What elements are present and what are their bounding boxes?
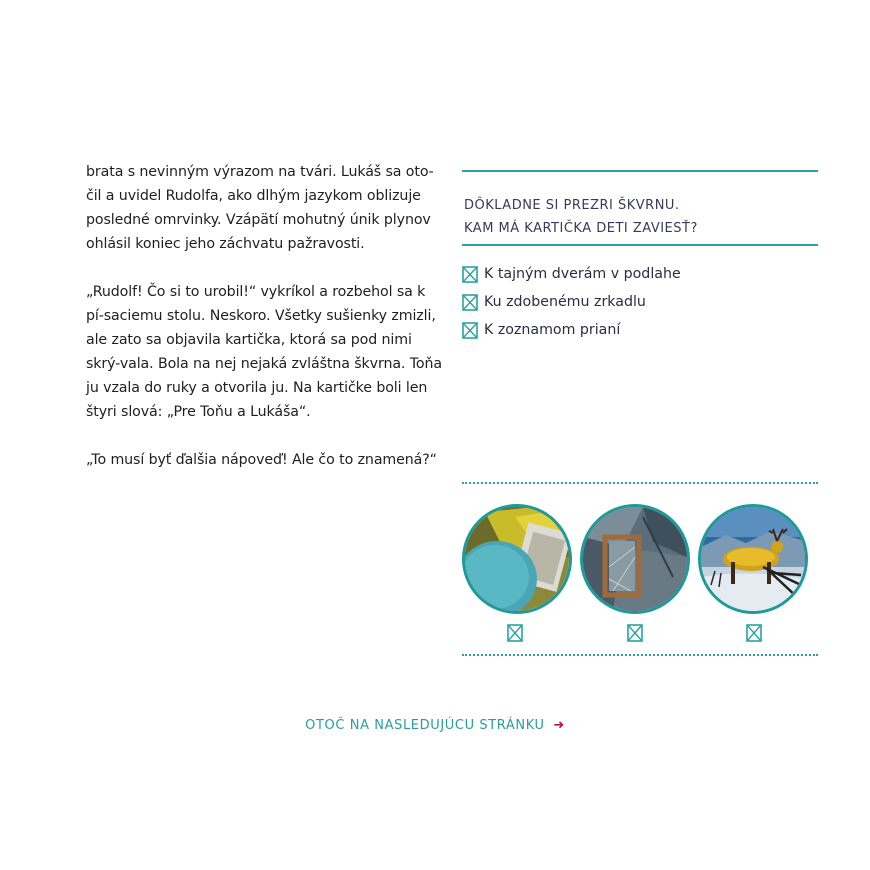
checkbox-icon[interactable] — [462, 322, 478, 339]
question-line-1: DÔKLADNE SI PREZRI ŠKVRNU. — [464, 198, 680, 213]
mirror-picture — [583, 507, 687, 611]
quiz-option[interactable] — [462, 288, 818, 316]
trapdoor-picture — [465, 507, 569, 611]
checkbox-icon[interactable] — [627, 624, 643, 642]
quiz-option[interactable] — [462, 316, 818, 344]
reindeer-picture — [701, 507, 805, 611]
story-paragraph: „To musí byť ďalšia nápoveď! Ale čo to znamená?“ — [86, 452, 437, 468]
dotted-divider-bottom — [462, 654, 818, 656]
quiz-options — [462, 246, 818, 344]
option-label: K zoznamom prianí — [484, 322, 621, 338]
trapdoor-image[interactable] — [462, 504, 572, 614]
turn-page-link[interactable] — [0, 718, 870, 733]
image-gallery — [462, 482, 818, 656]
question-line-2: KAM MÁ KARTIČKA DETI ZAVIESŤ? — [464, 221, 698, 236]
checkbox-icon[interactable] — [462, 294, 478, 311]
story-paragraph: brata s nevinným výrazom na tvári. Lukáš sa oto-čil a uvidel Rudolfa, ako dlhým jazykom oblizuje posledné omrvinky. Vzápätí mohutný únik plynov ohlásil koniec jeho záchvatu pažravosti. — [86, 164, 434, 252]
reindeer-image[interactable] — [698, 504, 808, 614]
option-label: K tajným dverám v podlahe — [484, 266, 681, 282]
arrow-right-icon[interactable]: ➜ — [553, 718, 565, 733]
quiz-option[interactable] — [462, 260, 818, 288]
quiz-question — [462, 172, 818, 244]
story-paragraph: „Rudolf! Čo si to urobil!“ vykríkol a rozbehol sa k pí-saciemu stolu. Neskoro. Všetky sušienky zmizli, ale zato sa objavila kartička, ktorá sa pod nimi skrý-vala. Bola na nej nejaká zvláštna škvrna. Toňa ju vzala do ruky a otvorila ju. Na kartičke boli len štyri slová: „Pre Toňu a Lukáša“. — [86, 284, 442, 420]
turn-page-label[interactable]: OTOČ NA NASLEDUJÚCU STRÁNKU — [305, 718, 545, 733]
mirror-image[interactable] — [580, 504, 690, 614]
story-text — [86, 160, 442, 496]
checkbox-icon[interactable] — [462, 266, 478, 283]
checkbox-icon[interactable] — [746, 624, 762, 642]
checkbox-icon[interactable] — [507, 624, 523, 642]
gallery-circles — [462, 484, 818, 654]
quiz-panel — [462, 170, 818, 344]
option-label: Ku zdobenému zrkadlu — [484, 294, 646, 310]
